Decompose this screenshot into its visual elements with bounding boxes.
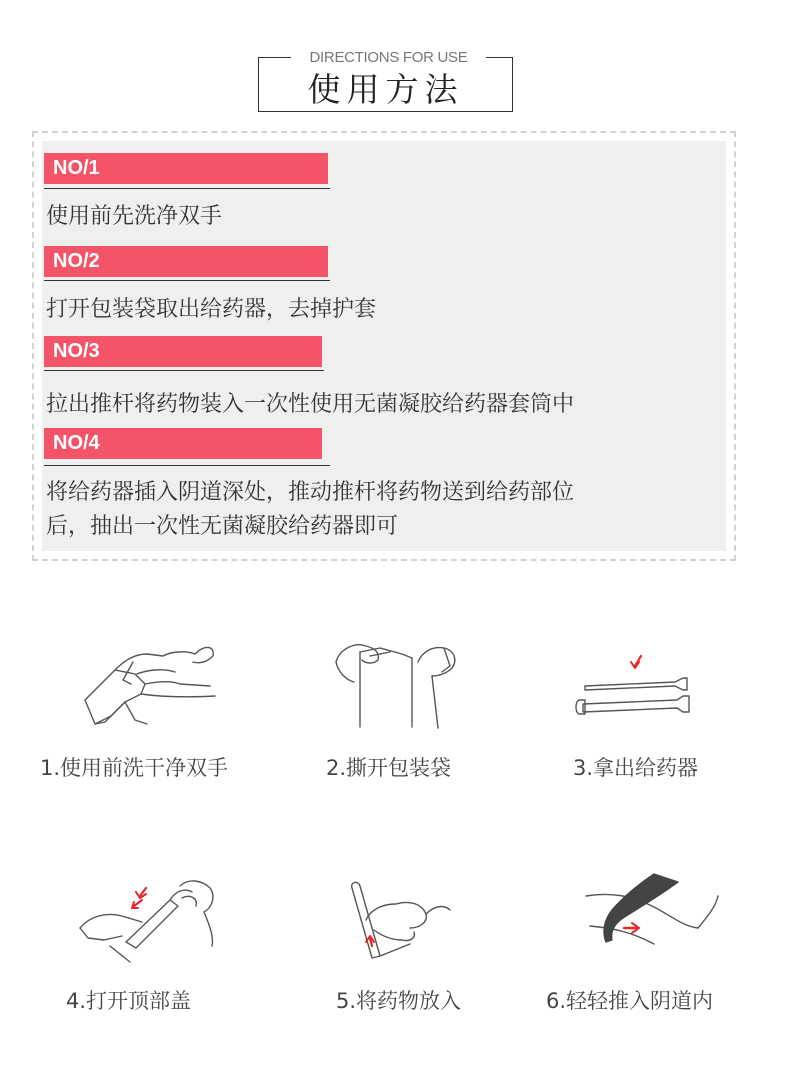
- page-title: 使用方法: [307, 70, 464, 109]
- load-medicine-icon: [330, 870, 480, 970]
- illustration-3-caption: 3.拿出给药器: [573, 756, 699, 780]
- tearing-package-icon: [322, 632, 472, 732]
- step-4-text-line2: 后，抽出一次性无菌凝胶给药器即可: [46, 514, 399, 539]
- illustration-4-caption: 4.打开顶部盖: [66, 989, 192, 1013]
- step-1-label: NO/1: [44, 153, 328, 184]
- step-1-text: 使用前先洗净双手: [46, 204, 223, 229]
- step-4-label: NO/4: [44, 428, 322, 459]
- step-2-text: 打开包装袋取出给药器，去掉护套: [46, 297, 377, 322]
- step-3-label: NO/3: [44, 336, 322, 367]
- open-cap-icon: [70, 866, 220, 966]
- washing-hands-icon: [75, 632, 225, 732]
- step-2-label: NO/2: [44, 246, 328, 277]
- step-3-divider: [44, 370, 324, 371]
- step-2-divider: [44, 280, 330, 281]
- illustration-6-caption: 6.轻轻推入阴道内: [546, 989, 714, 1013]
- step-1-divider: [44, 188, 330, 189]
- step-4-divider: [44, 465, 330, 466]
- step-4-text-line1: 将给药器插入阴道深处，推动推杆将药物送到给药部位: [46, 480, 575, 505]
- applicator-icon: [565, 640, 715, 740]
- illustration-2-caption: 2.撕开包装袋: [326, 756, 452, 780]
- illustration-1-caption: 1.使用前洗干净双手: [40, 756, 229, 780]
- step-3-text: 拉出推杆将药物装入一次性使用无菌凝胶给药器套筒中: [46, 392, 575, 417]
- insert-applicator-icon: [582, 866, 732, 966]
- illustration-5-caption: 5.将药物放入: [336, 989, 462, 1013]
- header-subtitle: DIRECTIONS FOR USE: [291, 47, 486, 69]
